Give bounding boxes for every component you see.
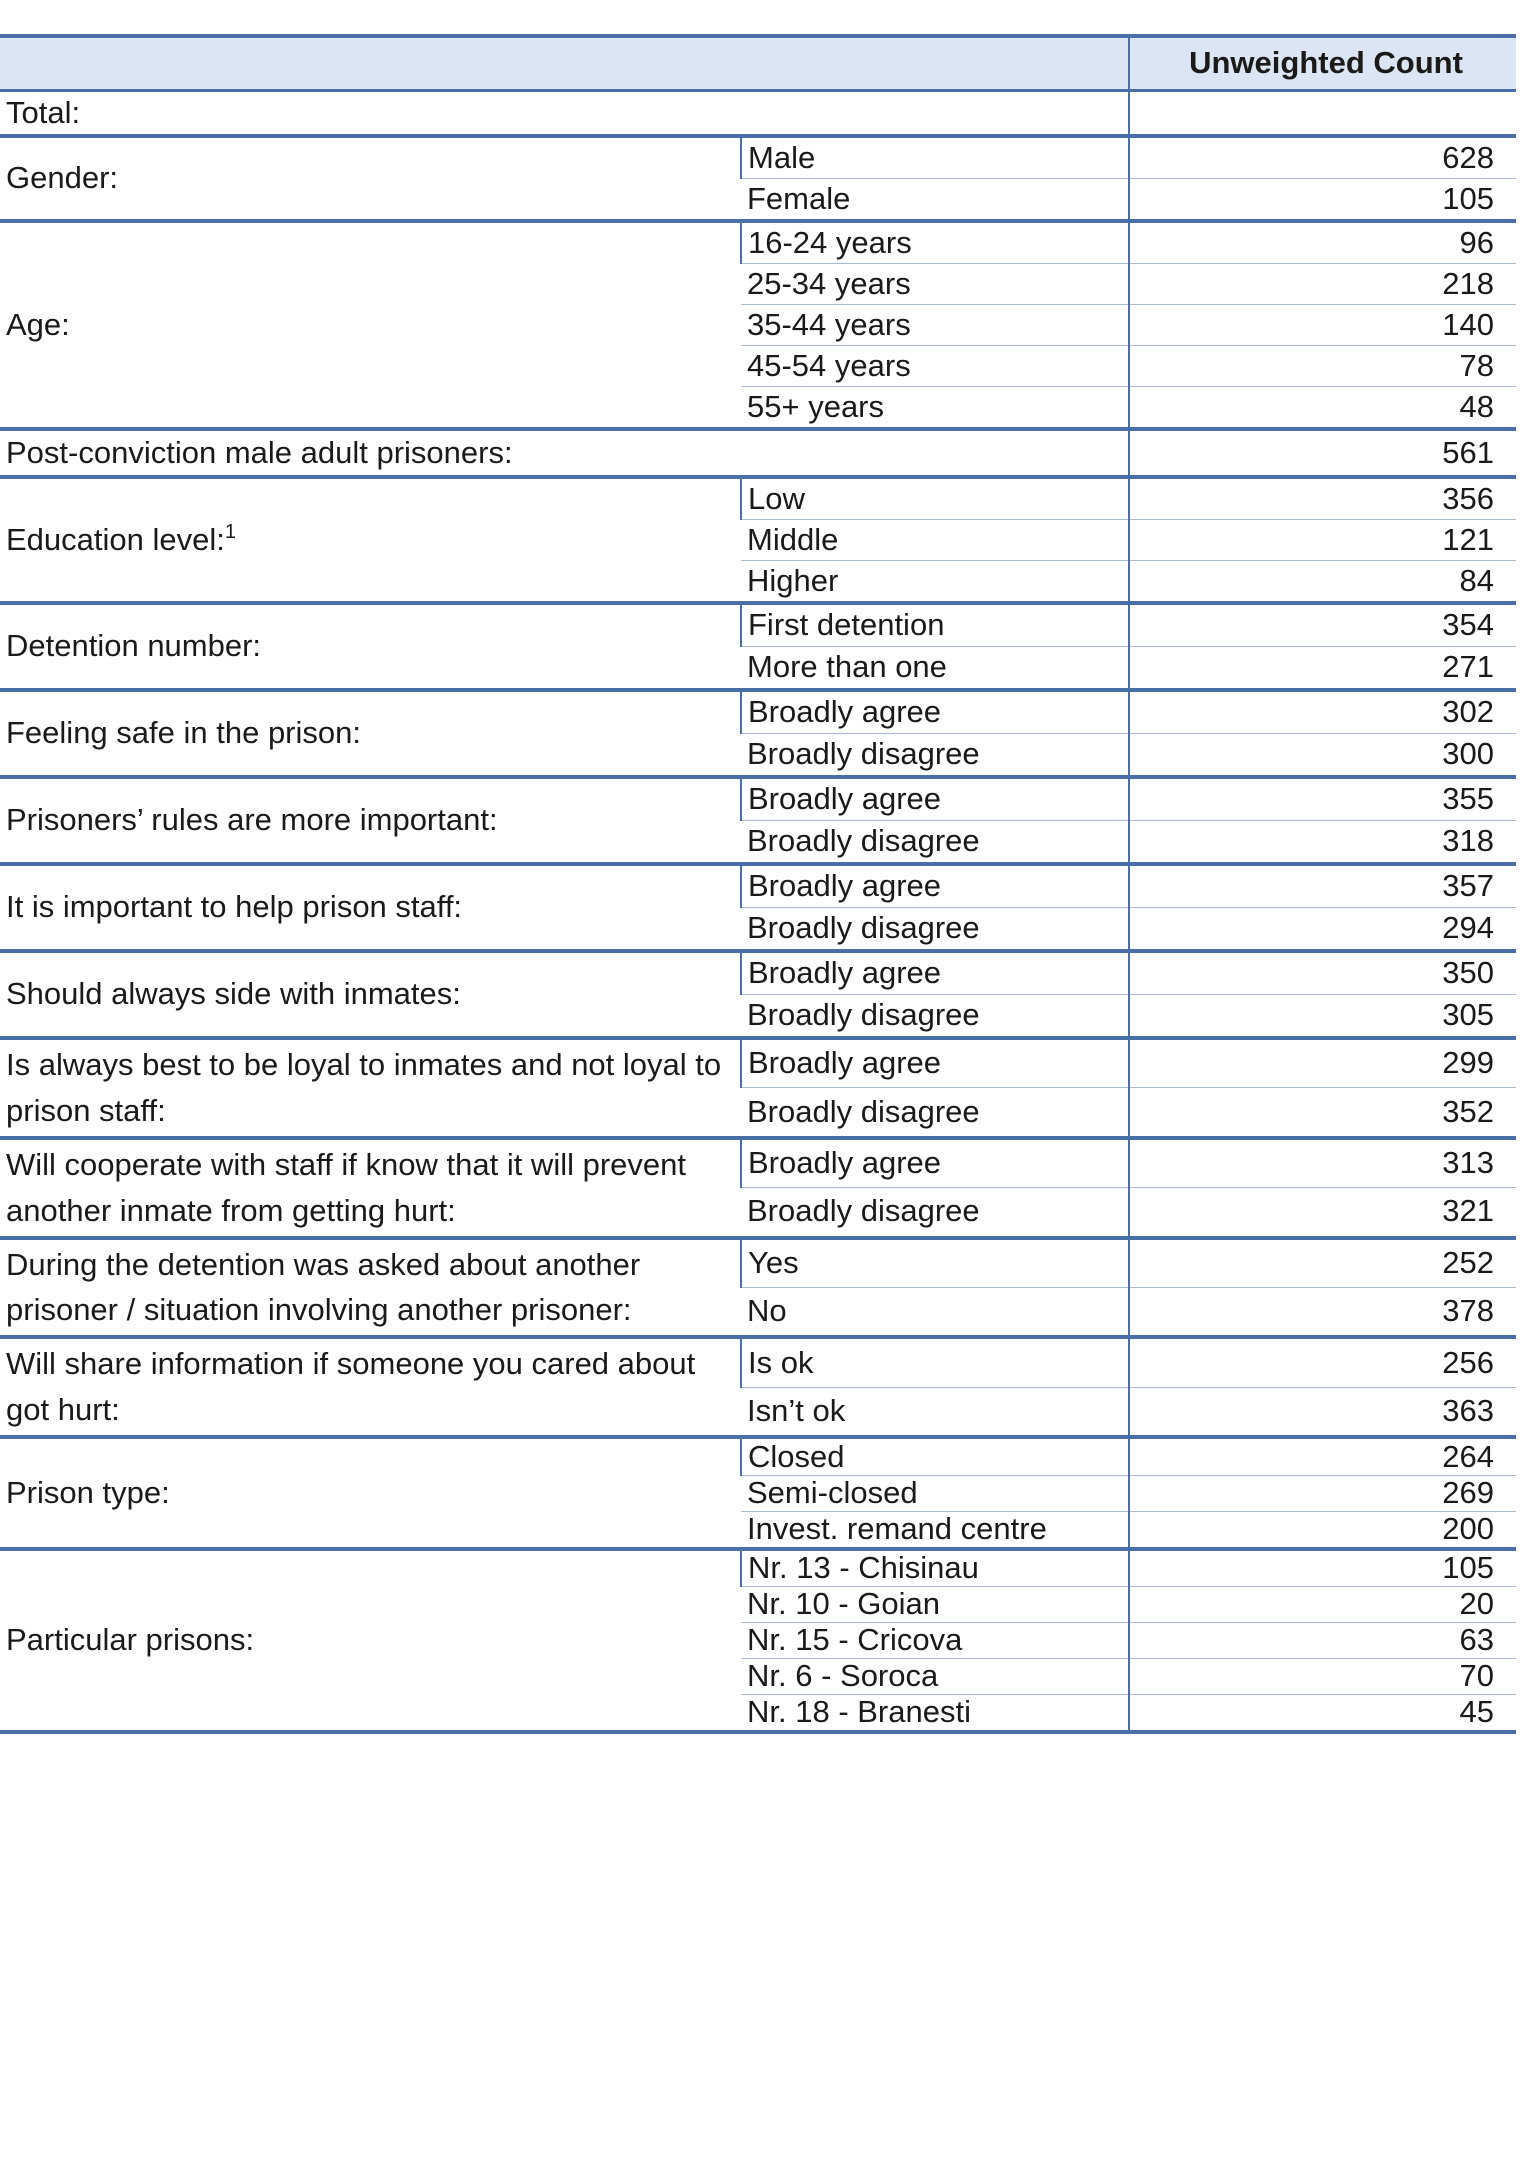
count-value: 357	[1129, 864, 1516, 908]
group-label-text: Age:	[6, 306, 70, 342]
group-label	[0, 1337, 741, 1437]
category-label: Broadly disagree	[741, 908, 1129, 952]
group-label	[0, 1549, 741, 1732]
count-value: 271	[1129, 647, 1516, 691]
category-label: No	[741, 1287, 1129, 1337]
category-label: Broadly agree	[741, 1138, 1129, 1188]
group-label-text: Should always side with inmates:	[6, 976, 461, 1012]
count-value: 354	[1129, 603, 1516, 647]
category-label: 45-54 years	[741, 346, 1129, 387]
count-value: 313	[1129, 1138, 1516, 1188]
count-value: 350	[1129, 951, 1516, 995]
count-value: 363	[1129, 1387, 1516, 1437]
category-label: Female	[741, 179, 1129, 222]
count-value: 318	[1129, 821, 1516, 865]
group-label	[0, 864, 741, 951]
total-value	[1129, 91, 1516, 137]
count-value: 70	[1129, 1659, 1516, 1695]
count-value: 302	[1129, 690, 1516, 734]
count-value: 96	[1129, 221, 1516, 264]
table-row	[0, 1038, 1516, 1088]
table-row	[0, 477, 1516, 520]
group-label-text: Education level:	[6, 521, 225, 557]
count-value: 140	[1129, 305, 1516, 346]
category-label: Broadly agree	[741, 777, 1129, 821]
count-value: 218	[1129, 264, 1516, 305]
table-row	[0, 221, 1516, 264]
category-label: Broadly agree	[741, 690, 1129, 734]
category-label: Broadly agree	[741, 951, 1129, 995]
table-row	[0, 690, 1516, 734]
group-label-text: Prisoners’ rules are more important:	[6, 802, 498, 838]
count-value: 121	[1129, 520, 1516, 561]
total-label: Total:	[0, 91, 1129, 137]
table-header-row	[0, 36, 1516, 91]
group-label-text: Will share information if someone you cared about got hurt:	[6, 1346, 696, 1428]
category-label: 16-24 years	[741, 221, 1129, 264]
group-label-text: During the detention was asked about another prisoner / situation involving another prisoner:	[6, 1246, 641, 1328]
category-label: Nr. 6 - Soroca	[741, 1659, 1129, 1695]
category-label: Yes	[741, 1238, 1129, 1288]
count-value: 252	[1129, 1238, 1516, 1288]
category-label: 25-34 years	[741, 264, 1129, 305]
category-label: Invest. remand centre	[741, 1512, 1129, 1550]
table-row	[0, 1549, 1516, 1587]
count-value: 378	[1129, 1287, 1516, 1337]
table-row	[0, 1238, 1516, 1288]
group-label-text: Particular prisons:	[6, 1622, 255, 1658]
group-label	[0, 603, 741, 690]
group-label-text: It is important to help prison staff:	[6, 889, 463, 925]
category-label: More than one	[741, 647, 1129, 691]
count-value: 105	[1129, 179, 1516, 222]
group-label	[0, 1238, 741, 1338]
category-label: Semi-closed	[741, 1476, 1129, 1512]
count-value: 256	[1129, 1337, 1516, 1387]
table-body	[0, 91, 1516, 1733]
group-label-text: Gender:	[6, 160, 119, 196]
category-label: Broadly agree	[741, 864, 1129, 908]
group-label-text: Is always best to be loyal to inmates and not loyal to prison staff:	[6, 1047, 722, 1128]
category-label: Nr. 15 - Cricova	[741, 1623, 1129, 1659]
count-value: 294	[1129, 908, 1516, 952]
group-label-text: Prison type:	[6, 1474, 170, 1510]
group-label	[0, 690, 741, 777]
category-label: Broadly disagree	[741, 995, 1129, 1039]
count-value: 105	[1129, 1549, 1516, 1587]
category-label: Male	[741, 136, 1129, 179]
count-value: 356	[1129, 477, 1516, 520]
group-label	[0, 136, 741, 221]
category-label: 35-44 years	[741, 305, 1129, 346]
category-label: Higher	[741, 561, 1129, 604]
count-value: 561	[1129, 429, 1516, 477]
category-label: Nr. 18 - Branesti	[741, 1695, 1129, 1733]
category-label: Nr. 13 - Chisinau	[741, 1549, 1129, 1587]
count-value: 264	[1129, 1437, 1516, 1476]
table-row	[0, 951, 1516, 995]
count-value: 20	[1129, 1587, 1516, 1623]
count-value: 78	[1129, 346, 1516, 387]
category-label: Broadly disagree	[741, 821, 1129, 865]
category-label: First detention	[741, 603, 1129, 647]
table-row	[0, 603, 1516, 647]
category-label: Broadly agree	[741, 1038, 1129, 1088]
count-value: 45	[1129, 1695, 1516, 1733]
sample-table-container	[0, 34, 1516, 1734]
table-row	[0, 777, 1516, 821]
table-row	[0, 1437, 1516, 1476]
category-label: Is ok	[741, 1337, 1129, 1387]
count-value: 352	[1129, 1088, 1516, 1138]
count-value: 63	[1129, 1623, 1516, 1659]
category-label: Middle	[741, 520, 1129, 561]
unweighted-count-table	[0, 34, 1516, 1734]
count-value: 48	[1129, 387, 1516, 430]
count-value: 628	[1129, 136, 1516, 179]
table-row	[0, 429, 1516, 477]
table-row	[0, 1337, 1516, 1387]
group-label	[0, 1437, 741, 1549]
count-value: 269	[1129, 1476, 1516, 1512]
group-label-text: Feeling safe in the prison:	[6, 715, 361, 751]
category-label: Closed	[741, 1437, 1129, 1476]
category-label: Broadly disagree	[741, 1088, 1129, 1138]
footnote-marker: 1	[224, 520, 236, 543]
header-blank-cell	[0, 36, 1129, 91]
column-header-unweighted-count: Unweighted Count	[1129, 36, 1516, 91]
table-row	[0, 136, 1516, 179]
count-value: 321	[1129, 1188, 1516, 1238]
category-label: 55+ years	[741, 387, 1129, 430]
category-label: Broadly disagree	[741, 734, 1129, 778]
count-value: 200	[1129, 1512, 1516, 1550]
table-row	[0, 864, 1516, 908]
count-value: 299	[1129, 1038, 1516, 1088]
group-label	[0, 221, 741, 429]
group-label	[0, 1038, 741, 1138]
category-label: Low	[741, 477, 1129, 520]
count-value: 355	[1129, 777, 1516, 821]
group-label	[0, 1138, 741, 1238]
table-row	[0, 1138, 1516, 1188]
count-value: 300	[1129, 734, 1516, 778]
group-label: Post-conviction male adult prisoners:	[0, 429, 1129, 477]
category-label: Broadly disagree	[741, 1188, 1129, 1238]
count-value: 305	[1129, 995, 1516, 1039]
group-label	[0, 951, 741, 1038]
count-value: 84	[1129, 561, 1516, 604]
group-label	[0, 477, 741, 603]
category-label: Nr. 10 - Goian	[741, 1587, 1129, 1623]
group-label	[0, 777, 741, 864]
group-label-text: Will cooperate with staff if know that it will prevent another inmate from getting hurt:	[6, 1146, 686, 1228]
group-label-text: Detention number:	[6, 628, 262, 664]
table-row-total	[0, 91, 1516, 137]
category-label: Isn’t ok	[741, 1387, 1129, 1437]
